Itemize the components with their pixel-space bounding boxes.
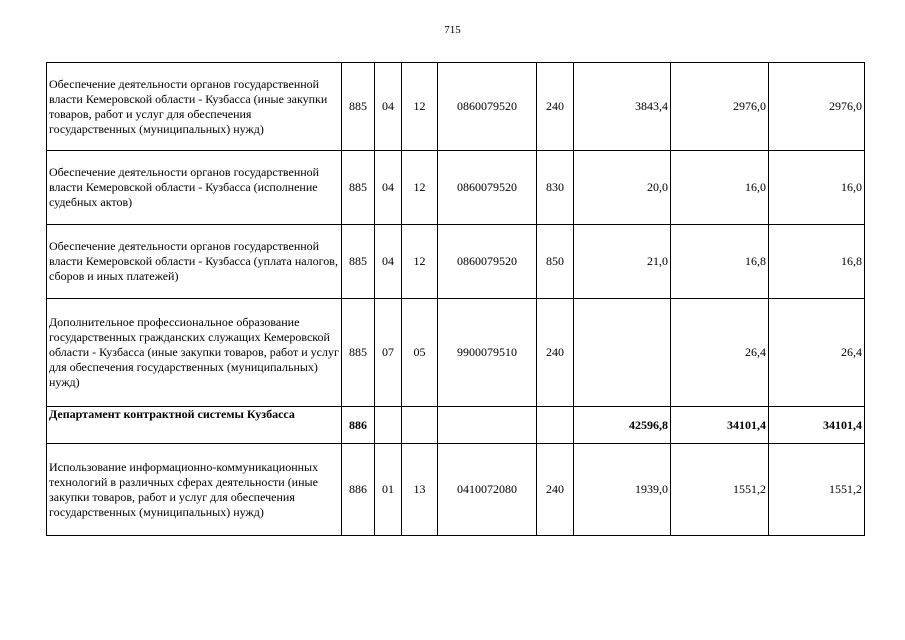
table-row bbox=[47, 407, 865, 444]
table-row bbox=[47, 444, 865, 536]
csr-cell bbox=[438, 407, 537, 444]
sum-year2-cell: 26,4 bbox=[671, 299, 769, 407]
sum-year2-cell: 1551,2 bbox=[671, 444, 769, 536]
pr-cell bbox=[402, 407, 438, 444]
table-row bbox=[47, 225, 865, 299]
ved-cell: 885 bbox=[342, 299, 375, 407]
table-body bbox=[47, 63, 865, 536]
sum-year3-cell: 1551,2 bbox=[769, 444, 865, 536]
csr-cell: 0410072080 bbox=[438, 444, 537, 536]
sum-year3-cell: 16,0 bbox=[769, 151, 865, 225]
row-name-cell: Обеспечение деятельности органов государственной власти Кемеровской области - Кузбасса (уплата налогов, сборов и иных платежей) bbox=[47, 225, 342, 299]
csr-cell: 9900079510 bbox=[438, 299, 537, 407]
rz-cell: 04 bbox=[375, 63, 402, 151]
rz-cell: 04 bbox=[375, 151, 402, 225]
rz-cell: 07 bbox=[375, 299, 402, 407]
sum-year3-cell: 34101,4 bbox=[769, 407, 865, 444]
ved-cell: 885 bbox=[342, 225, 375, 299]
sum-year2-cell: 2976,0 bbox=[671, 63, 769, 151]
sum-year3-cell: 26,4 bbox=[769, 299, 865, 407]
pr-cell: 12 bbox=[402, 63, 438, 151]
page-number: 715 bbox=[444, 24, 461, 36]
row-name-cell: Использование информационно-коммуникационных технологий в различных сферах деятельности (иные закупки товаров, работ и услуг для обеспечения государственных (муниципальных) нужд) bbox=[47, 444, 342, 536]
table-row bbox=[47, 63, 865, 151]
vr-cell: 850 bbox=[537, 225, 574, 299]
row-name-cell: Обеспечение деятельности органов государственной власти Кемеровской области - Кузбасса (иные закупки товаров, работ и услуг для обеспечения государственных (муниципальных) нужд) bbox=[47, 63, 342, 151]
sum-year1-cell: 21,0 bbox=[574, 225, 671, 299]
sum-year3-cell: 16,8 bbox=[769, 225, 865, 299]
rz-cell bbox=[375, 407, 402, 444]
pr-cell: 12 bbox=[402, 151, 438, 225]
vr-cell: 240 bbox=[537, 299, 574, 407]
row-name-cell: Дополнительное профессиональное образование государственных гражданских служащих Кемеровской области - Кузбасса (иные закупки товаров, работ и услуг для обеспечения государственных (муниципальных) нужд) bbox=[47, 299, 342, 407]
pr-cell: 05 bbox=[402, 299, 438, 407]
csr-cell: 0860079520 bbox=[438, 151, 537, 225]
sum-year1-cell bbox=[574, 299, 671, 407]
csr-cell: 0860079520 bbox=[438, 63, 537, 151]
csr-cell: 0860079520 bbox=[438, 225, 537, 299]
sum-year1-cell: 3843,4 bbox=[574, 63, 671, 151]
sum-year1-cell: 1939,0 bbox=[574, 444, 671, 536]
pr-cell: 12 bbox=[402, 225, 438, 299]
vr-cell: 240 bbox=[537, 63, 574, 151]
row-name-cell: Обеспечение деятельности органов государственной власти Кемеровской области - Кузбасса (исполнение судебных актов) bbox=[47, 151, 342, 225]
vr-cell: 240 bbox=[537, 444, 574, 536]
pr-cell: 13 bbox=[402, 444, 438, 536]
sum-year2-cell: 34101,4 bbox=[671, 407, 769, 444]
ved-cell: 885 bbox=[342, 151, 375, 225]
vr-cell: 830 bbox=[537, 151, 574, 225]
sum-year1-cell: 20,0 bbox=[574, 151, 671, 225]
sum-year3-cell: 2976,0 bbox=[769, 63, 865, 151]
sum-year2-cell: 16,0 bbox=[671, 151, 769, 225]
ved-cell: 886 bbox=[342, 444, 375, 536]
ved-cell: 885 bbox=[342, 63, 375, 151]
ved-cell: 886 bbox=[342, 407, 375, 444]
vr-cell bbox=[537, 407, 574, 444]
sum-year1-cell: 42596,8 bbox=[574, 407, 671, 444]
table-row bbox=[47, 151, 865, 225]
sum-year2-cell: 16,8 bbox=[671, 225, 769, 299]
budget-table bbox=[46, 62, 865, 536]
rz-cell: 01 bbox=[375, 444, 402, 536]
row-name-cell: Департамент контрактной системы Кузбасса bbox=[47, 407, 342, 444]
rz-cell: 04 bbox=[375, 225, 402, 299]
table-row bbox=[47, 299, 865, 407]
